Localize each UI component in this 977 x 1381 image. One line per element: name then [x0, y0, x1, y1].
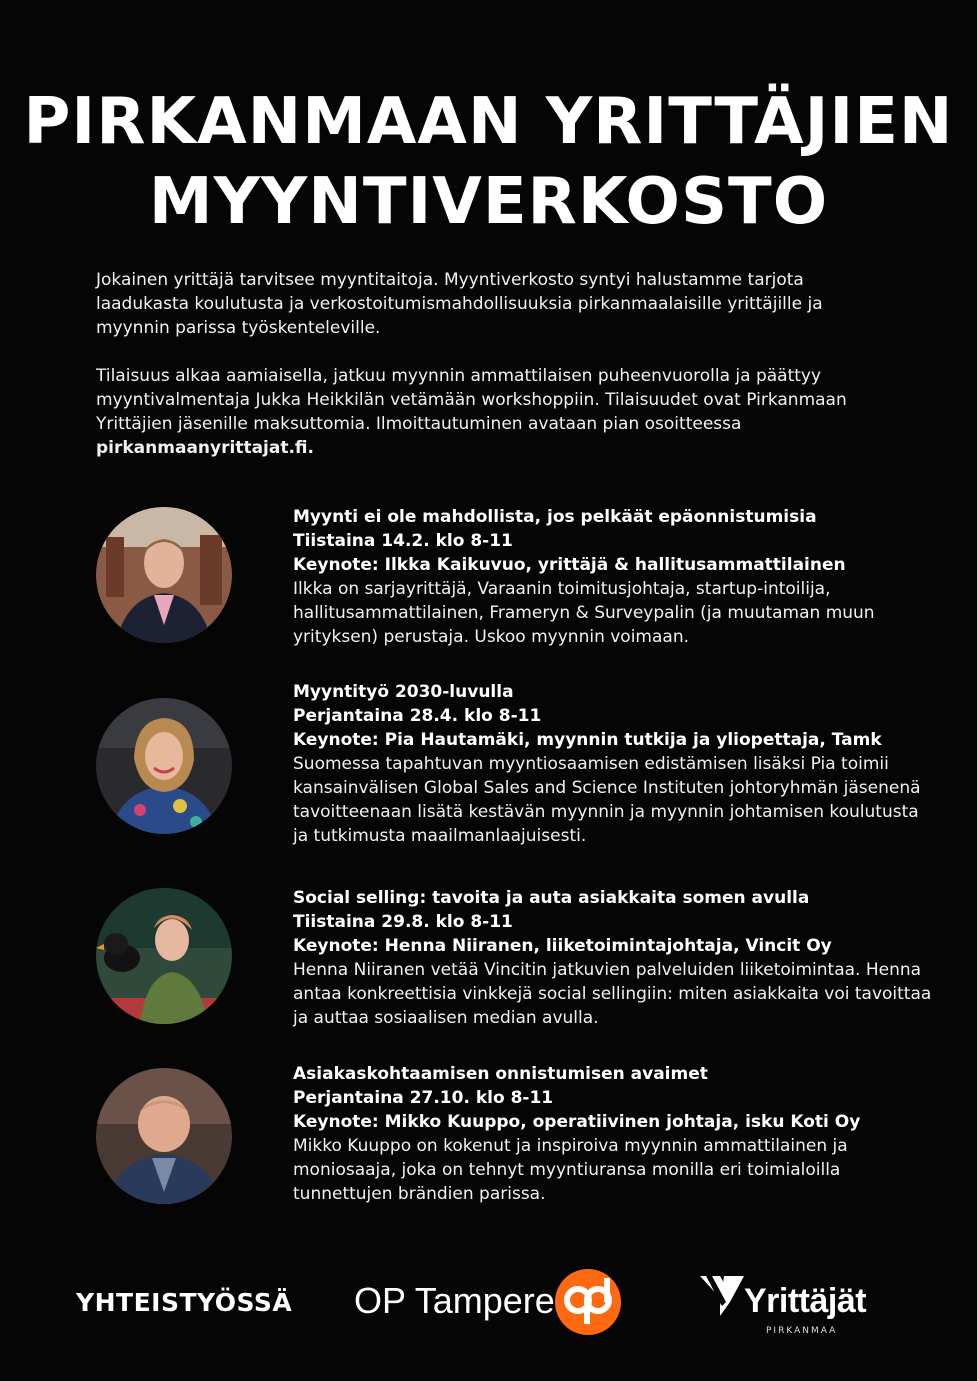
- speaker-photo-mikko: [96, 1068, 232, 1204]
- event-keynote: Keynote: Ilkka Kaikuvuo, yrittäjä & hallitusammattilainen: [293, 555, 846, 575]
- event-description: Mikko Kuuppo on kokenut ja inspiroiva myynnin ammattilainen ja moniosaaja, joka on tehnyt myyntiuransa monilla eri toimialoilla tunnettujen brändien parissa.: [293, 1136, 848, 1204]
- speaker-photo-ilkka: [96, 507, 232, 643]
- event-3-text: [293, 886, 933, 1030]
- intro-paragraph-1: Jokainen yrittäjä tarvitsee myyntitaitoja. Myyntiverkosto syntyi halustamme tarjota laadukasta koulutusta ja verkostoitumismahdollisuuksia pirkanmaalaisille yrittäjille ja myynnin parissa työskenteleville.: [96, 270, 823, 338]
- event-title: Asiakaskohtaamisen onnistumisen avaimet: [293, 1064, 708, 1084]
- event-description: Suomessa tapahtuvan myyntiosaamisen edistämisen lisäksi Pia toimii kansainvälisen Global Sales and Science Instituten johtoryhmän jäsenenä tavoitteenaan lisätä kestävän myynnin ja myynnin johtamisen koulutusta ja tutkimusta maailmanlaajuisesti.: [293, 754, 921, 846]
- event-date: Perjantaina 27.10. klo 8-11: [293, 1088, 554, 1108]
- event-date: Tiistaina 14.2. klo 8-11: [293, 531, 513, 551]
- event-keynote: Keynote: Henna Niiranen, liiketoimintajohtaja, Vincit Oy: [293, 936, 832, 956]
- page-title: [0, 82, 977, 242]
- op-tampere-wordmark: OP Tampere: [354, 1280, 555, 1321]
- event-1-text: [293, 505, 933, 649]
- op-logo-icon: [554, 1268, 622, 1340]
- event-date: Tiistaina 29.8. klo 8-11: [293, 912, 513, 932]
- yrittajat-region: PIRKANMAA: [766, 1326, 838, 1336]
- intro-text: [96, 268, 896, 484]
- intro-paragraph-2: [96, 364, 896, 460]
- event-4-text: [293, 1062, 933, 1206]
- event-title: Myynti ei ole mahdollista, jos pelkäät epäonnistumisia: [293, 507, 817, 527]
- footer-partners: [0, 1260, 977, 1360]
- event-keynote: Keynote: Mikko Kuuppo, operatiivinen johtaja, isku Koti Oy: [293, 1112, 861, 1132]
- event-title: Myyntityö 2030-luvulla: [293, 682, 514, 702]
- collaboration-label: YHTEISTYÖSSÄ: [76, 1288, 293, 1317]
- title-line-2: MYYNTIVERKOSTO: [148, 165, 829, 239]
- event-keynote: Keynote: Pia Hautamäki, myynnin tutkija ja yliopettaja, Tamk: [293, 730, 882, 750]
- event-description: Ilkka on sarjayrittäjä, Varaanin toimitusjohtaja, startup-intoilija, hallitusammattilainen, Frameryn & Surveypalin (ja muutaman muun yrityksen) perustaja. Uskoo myynnin voimaan.: [293, 579, 875, 647]
- yrittajat-logo-icon: [698, 1272, 746, 1326]
- website-link[interactable]: pirkanmaanyrittajat.fi.: [96, 438, 314, 458]
- event-2-text: [293, 680, 933, 848]
- event-title: Social selling: tavoita ja auta asiakkaita somen avulla: [293, 888, 810, 908]
- speaker-photo-henna: [96, 888, 232, 1024]
- intro-paragraph-2-text: Tilaisuus alkaa aamiaisella, jatkuu myynnin ammattilaisen puheenvuorolla ja päättyy myyntivalmentaja Jukka Heikkilän vetämään workshoppiin. Tilaisuudet ovat Pirkanmaan Yrittäjien jäsenille maksuttomia. Ilmoittautuminen avataan pian osoitteessa: [96, 366, 847, 434]
- title-line-1: PIRKANMAAN YRITTÄJIEN: [23, 85, 954, 159]
- event-date: Perjantaina 28.4. klo 8-11: [293, 706, 542, 726]
- speaker-photo-pia: [96, 698, 232, 834]
- yrittajat-wordmark: Yrittäjät: [744, 1282, 867, 1320]
- event-description: Henna Niiranen vetää Vincitin jatkuvien palveluiden liiketoimintaa. Henna antaa konkreettisia vinkkejä social sellingiin: miten asiakkaita voi tavoittaa ja auttaa sosiaalisen median avulla.: [293, 960, 932, 1028]
